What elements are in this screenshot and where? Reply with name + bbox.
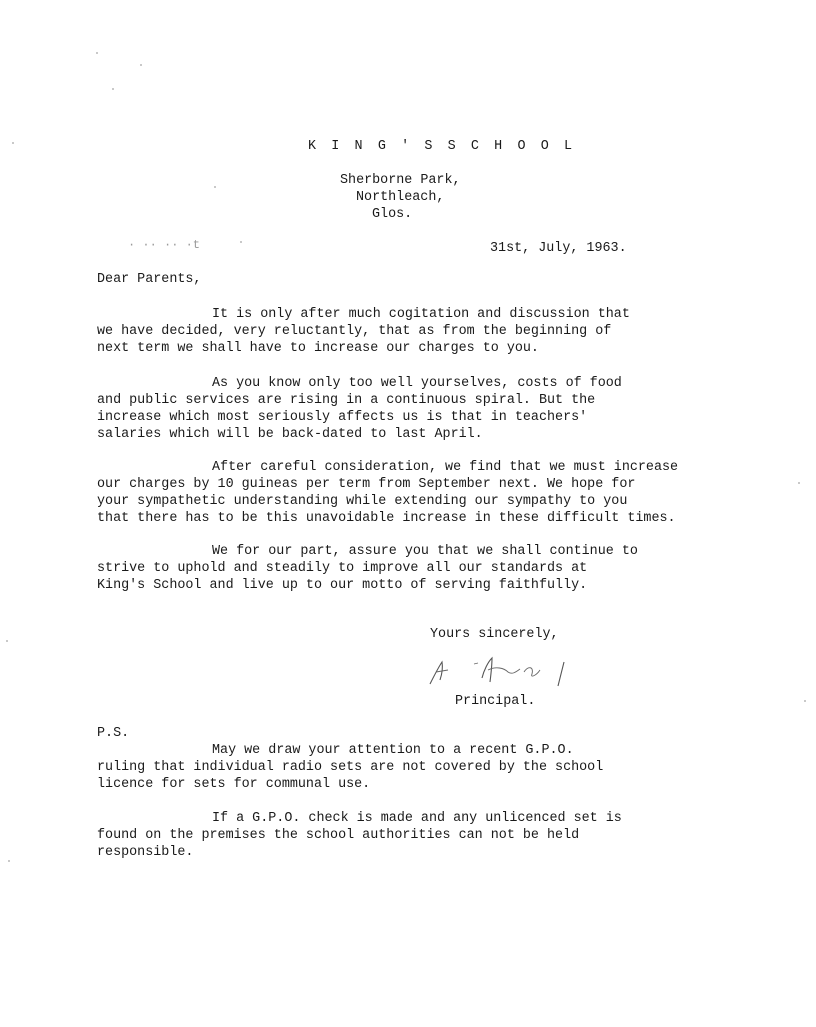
paragraph-line: After careful consideration, we find that we must increase — [212, 460, 679, 475]
paragraph-line: We for our part, assure you that we shall continue to — [212, 544, 638, 559]
scan-speck — [8, 860, 10, 862]
postscript-paragraph-1 — [97, 742, 603, 793]
paragraph-line: licence for sets for communal use. — [97, 777, 371, 792]
letter-date: 31st, July, 1963. — [490, 241, 627, 256]
scan-speck — [798, 482, 800, 484]
scan-speck — [12, 142, 14, 144]
paragraph-line: salaries which will be back-dated to last April. — [97, 427, 483, 442]
letterhead-school-name: K I N G ' S S C H O O L — [308, 139, 576, 154]
paragraph-line: As you know only too well yourselves, costs of food — [212, 376, 622, 391]
handwritten-signature — [424, 652, 584, 692]
body-paragraph-4 — [97, 543, 638, 594]
paragraph-line: ruling that individual radio sets are not covered by the school — [97, 760, 604, 775]
body-paragraph-2 — [97, 375, 622, 443]
paragraph-line: that there has to be this unavoidable increase in these difficult times. — [97, 511, 676, 526]
body-paragraph-3 — [97, 459, 678, 527]
paragraph-line: increase which most seriously affects us is that in teachers' — [97, 410, 588, 425]
scan-speck — [214, 186, 216, 188]
faint-reference-mark: · ·· ·· ·t — [128, 238, 201, 252]
paragraph-line: responsible. — [97, 845, 194, 860]
address-line-3: Glos. — [372, 207, 413, 222]
paragraph-line: King's School and live up to our motto of serving faithfully. — [97, 578, 588, 593]
postscript-label: P.S. — [97, 726, 130, 741]
paragraph-line: and public services are rising in a continuous spiral. But the — [97, 393, 596, 408]
paragraph-line: It is only after much cogitation and discussion that — [212, 307, 630, 322]
signatory-title: Principal. — [455, 694, 536, 709]
scan-speck — [240, 241, 242, 243]
scan-speck — [140, 64, 142, 66]
address-line-1: Sherborne Park, — [340, 173, 461, 188]
scan-speck — [6, 640, 8, 642]
paragraph-line: our charges by 10 guineas per term from September next. We hope for — [97, 477, 636, 492]
scan-speck — [112, 88, 114, 90]
paragraph-line: next term we shall have to increase our charges to you. — [97, 341, 539, 356]
paragraph-line: If a G.P.O. check is made and any unlicenced set is — [212, 811, 622, 826]
paragraph-line: found on the premises the school authorities can not be held — [97, 828, 580, 843]
scan-speck — [96, 52, 98, 54]
complimentary-close: Yours sincerely, — [430, 627, 559, 642]
scan-speck — [804, 700, 806, 702]
body-paragraph-1 — [97, 306, 630, 357]
paragraph-line: we have decided, very reluctantly, that as from the beginning of — [97, 324, 612, 339]
address-line-2: Northleach, — [356, 190, 445, 205]
postscript-paragraph-2 — [97, 810, 622, 861]
salutation: Dear Parents, — [97, 272, 202, 287]
paragraph-line: strive to uphold and steadily to improve all our standards at — [97, 561, 588, 576]
paragraph-line: May we draw your attention to a recent G.P.O. — [212, 743, 574, 758]
paragraph-line: your sympathetic understanding while extending our sympathy to you — [97, 494, 628, 509]
